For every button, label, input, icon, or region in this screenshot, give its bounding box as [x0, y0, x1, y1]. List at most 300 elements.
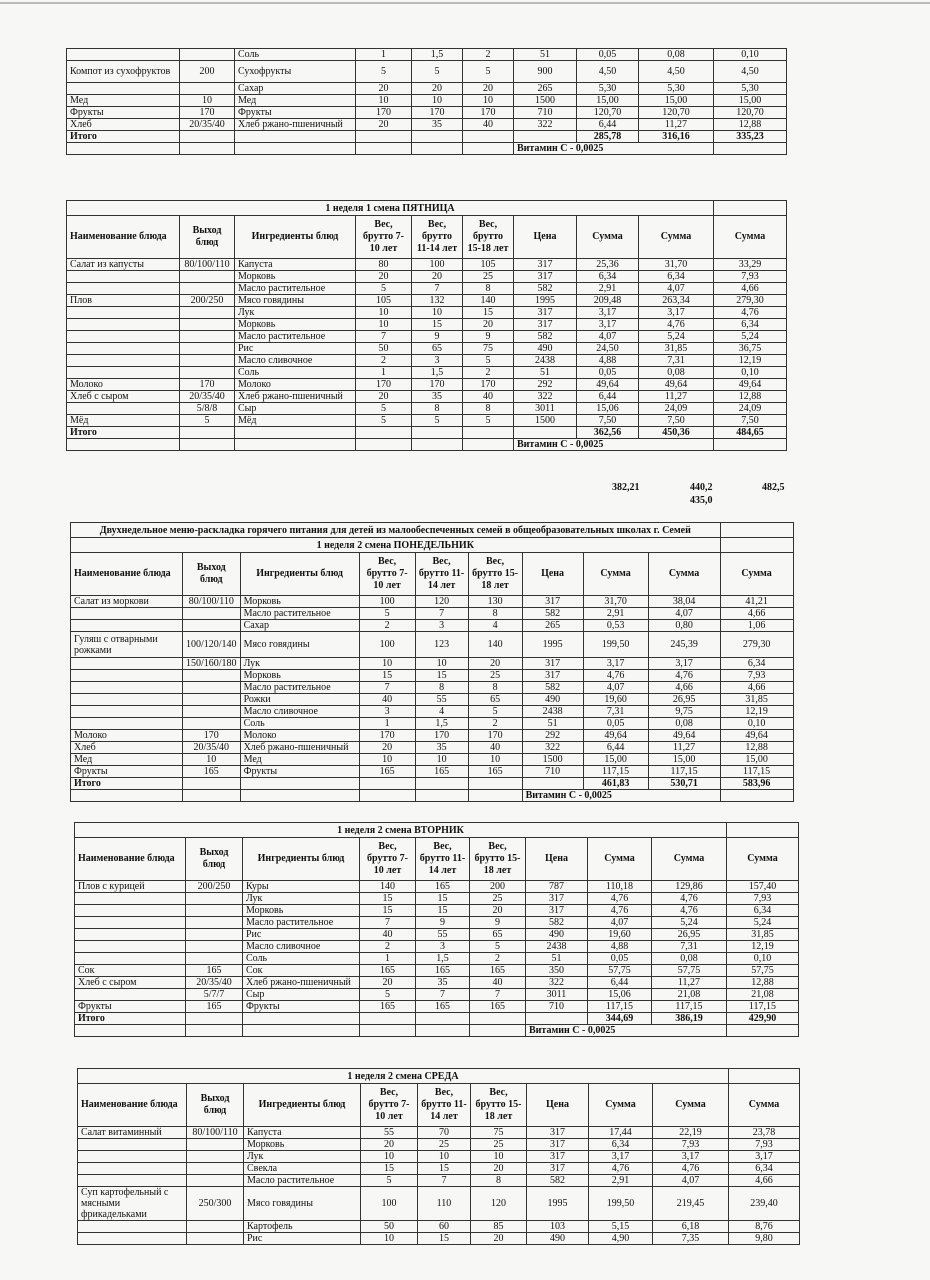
header-sum-15-18: Сумма: [720, 553, 793, 596]
price: 292: [514, 379, 577, 391]
weight-15-18: 9: [463, 331, 514, 343]
dish-yield: 20/35/40: [180, 391, 235, 403]
dish-name: [67, 283, 180, 295]
weight-7-10: 10: [359, 754, 415, 766]
ingredient: Сыр: [235, 403, 356, 415]
weight-15-18: 20: [468, 658, 522, 670]
weight-11-14: 1,5: [416, 953, 470, 965]
sum-11-14: 15,00: [648, 754, 720, 766]
sum-7-10: 4,07: [583, 682, 648, 694]
friday-menu-block: [66, 200, 787, 451]
blank-cell: [180, 427, 235, 439]
header-sum-15-18: Сумма: [729, 1084, 800, 1127]
header-sum-7-10: Сумма: [589, 1084, 653, 1127]
dish-yield: 150/160/180: [183, 658, 241, 670]
weight-7-10: 7: [359, 682, 415, 694]
sum-11-14: 120,70: [639, 107, 714, 119]
sum-7-10: 0,05: [588, 953, 652, 965]
total-sum: 344,69: [588, 1013, 652, 1025]
sum-15-18: 31,85: [720, 694, 793, 706]
sum-11-14: 4,76: [653, 1163, 729, 1175]
sum-15-18: 57,75: [727, 965, 799, 977]
weight-7-10: 15: [360, 905, 416, 917]
dish-name: Плов: [67, 295, 180, 307]
weight-15-18: 140: [463, 295, 514, 307]
sum-15-18: 31,85: [727, 929, 799, 941]
table-row: [67, 283, 787, 295]
sum-7-10: 0,05: [583, 718, 648, 730]
table-row: [67, 331, 787, 343]
vitamin-note: Витамин С - 0,0025: [514, 439, 714, 451]
weight-15-18: 165: [470, 965, 526, 977]
weight-11-14: 165: [416, 1001, 470, 1013]
dish-name: [78, 1233, 187, 1245]
sum-11-14: 5,30: [639, 83, 714, 95]
sum-15-18: 12,19: [714, 355, 787, 367]
price: 317: [526, 905, 588, 917]
weight-11-14: 3: [416, 941, 470, 953]
weight-15-18: 5: [468, 706, 522, 718]
blank-cell: [356, 143, 412, 155]
sum-7-10: 25,36: [577, 259, 639, 271]
sum-15-18: 4,50: [714, 61, 787, 83]
weight-11-14: 123: [415, 632, 468, 658]
sum-7-10: 3,17: [577, 319, 639, 331]
dish-name: Фрукты: [67, 107, 180, 119]
sum-7-10: 110,18: [588, 881, 652, 893]
weight-11-14: 9: [416, 917, 470, 929]
weight-15-18: 20: [463, 319, 514, 331]
price: 582: [514, 331, 577, 343]
table-row: [67, 49, 787, 61]
blank-cell: [412, 439, 463, 451]
blank-cell: [720, 523, 793, 538]
sum-15-18: 23,78: [729, 1127, 800, 1139]
tuesday-menu-block: [74, 822, 799, 1037]
weight-7-10: 165: [360, 1001, 416, 1013]
weight-15-18: 25: [470, 893, 526, 905]
weight-15-18: 8: [471, 1175, 527, 1187]
ingredient: Сок: [243, 965, 360, 977]
dish-yield: [180, 331, 235, 343]
dish-yield: [183, 694, 241, 706]
weight-7-10: 170: [356, 379, 412, 391]
dish-name: [71, 706, 183, 718]
weight-15-18: 65: [468, 694, 522, 706]
dish-name: [67, 83, 180, 95]
weight-11-14: 10: [412, 307, 463, 319]
sum-15-18: 15,00: [714, 95, 787, 107]
vitamin-note: Витамин С - 0,0025: [526, 1025, 727, 1037]
vitamin-row: [67, 439, 787, 451]
total-sum: 530,71: [648, 778, 720, 790]
price: 317: [522, 658, 583, 670]
blank-cell: [356, 427, 412, 439]
sum-11-14: 4,76: [652, 893, 727, 905]
header-weight-15-18: Вес, брутто 15-18 лет: [463, 216, 514, 259]
ingredient: Свекла: [244, 1163, 361, 1175]
menu-table-monday: [70, 522, 794, 802]
total-sum: 450,36: [639, 427, 714, 439]
weight-11-14: 15: [416, 893, 470, 905]
sum-11-14: 4,66: [648, 682, 720, 694]
ingredient: Молоко: [235, 379, 356, 391]
price: 582: [522, 682, 583, 694]
sum-11-14: 0,08: [639, 367, 714, 379]
sum-11-14: 6,34: [639, 271, 714, 283]
sum-11-14: 4,50: [639, 61, 714, 83]
header-sum-11-14: Сумма: [639, 216, 714, 259]
weight-15-18: 9: [470, 917, 526, 929]
weight-11-14: 55: [416, 929, 470, 941]
vitamin-note: Витамин С - 0,0025: [514, 143, 714, 155]
weight-11-14: 25: [418, 1139, 471, 1151]
blank-cell: [412, 143, 463, 155]
sum-7-10: 117,15: [583, 766, 648, 778]
sum-7-10: 4,76: [583, 670, 648, 682]
table-row: [78, 1139, 800, 1151]
price: 265: [522, 620, 583, 632]
sum-15-18: 5,30: [714, 83, 787, 95]
weight-7-10: 3: [359, 706, 415, 718]
dish-yield: 80/100/110: [183, 596, 241, 608]
dish-yield: 10: [180, 95, 235, 107]
sum-15-18: 8,76: [729, 1221, 800, 1233]
dish-yield: 170: [180, 107, 235, 119]
dish-yield: [186, 905, 243, 917]
dish-yield: [180, 343, 235, 355]
weight-15-18: 10: [471, 1151, 527, 1163]
tuesday-title-cell: 1 неделя 2 смена ВТОРНИК: [75, 823, 727, 838]
blank-cell: [243, 1025, 360, 1037]
sum-15-18: 6,34: [720, 658, 793, 670]
dish-name: [78, 1151, 187, 1163]
header-sum-15-18: Сумма: [714, 216, 787, 259]
weight-11-14: 5: [412, 415, 463, 427]
sum-11-14: 4,07: [639, 283, 714, 295]
dish-yield: 80/100/110: [180, 259, 235, 271]
table-row: [71, 754, 794, 766]
table-row: [78, 1221, 800, 1233]
weight-7-10: 20: [356, 391, 412, 403]
ingredient: Куры: [243, 881, 360, 893]
dish-yield: 5/7/7: [186, 989, 243, 1001]
dish-name: [71, 718, 183, 730]
dish-yield: [183, 706, 241, 718]
weight-11-14: 15: [416, 905, 470, 917]
table-row: [71, 694, 794, 706]
dish-yield: 5/8/8: [180, 403, 235, 415]
sum-7-10: 3,17: [577, 307, 639, 319]
sum-7-10: 2,91: [589, 1175, 653, 1187]
tuesday-title: [75, 823, 799, 838]
sum-11-14: 0,08: [652, 953, 727, 965]
price: 710: [526, 1001, 588, 1013]
dish-yield: [187, 1139, 244, 1151]
dish-name: [78, 1163, 187, 1175]
sum-15-18: 7,93: [714, 271, 787, 283]
table-row: [78, 1151, 800, 1163]
blank-cell: [243, 1013, 360, 1025]
dish-yield: [187, 1151, 244, 1163]
weight-7-10: 1: [360, 953, 416, 965]
dish-yield: [180, 271, 235, 283]
ingredient: Мясо говядины: [240, 632, 359, 658]
weight-15-18: 25: [463, 271, 514, 283]
table-row: [67, 83, 787, 95]
table-row: [71, 730, 794, 742]
dish-name: [71, 670, 183, 682]
price: 710: [522, 766, 583, 778]
table-row: [67, 367, 787, 379]
table-row: [67, 271, 787, 283]
price: 787: [526, 881, 588, 893]
header-dish-yield: Выход блюд: [187, 1084, 244, 1127]
price: 51: [514, 367, 577, 379]
weight-15-18: 170: [463, 107, 514, 119]
blank-cell: [75, 1025, 186, 1037]
wednesday-title: [78, 1069, 800, 1084]
weight-11-14: 170: [412, 379, 463, 391]
ingredient: Масло сливочное: [240, 706, 359, 718]
sum-11-14: 26,95: [652, 929, 727, 941]
ingredient: Фрукты: [243, 1001, 360, 1013]
header-dish-name: Наименование блюда: [75, 838, 186, 881]
sum-11-14: 11,27: [639, 391, 714, 403]
dish-name: [75, 929, 186, 941]
table-row: [78, 1163, 800, 1175]
header-dish-yield: Выход блюд: [183, 553, 241, 596]
ingredient: Соль: [240, 718, 359, 730]
sum-7-10: 4,76: [588, 905, 652, 917]
table-row: [71, 596, 794, 608]
sum-15-18: 157,40: [727, 881, 799, 893]
sum-11-14: 4,07: [653, 1175, 729, 1187]
price: 3011: [514, 403, 577, 415]
header-sum-11-14: Сумма: [653, 1084, 729, 1127]
price: 350: [526, 965, 588, 977]
blank-cell: [463, 131, 514, 143]
dish-yield: [180, 319, 235, 331]
blank-cell: [235, 439, 356, 451]
weight-15-18: 5: [463, 355, 514, 367]
ingredient: Морковь: [244, 1139, 361, 1151]
table-row: [75, 929, 799, 941]
sum-15-18: 6,34: [714, 319, 787, 331]
sum-15-18: 12,88: [720, 742, 793, 754]
sum-15-18: 6,34: [729, 1163, 800, 1175]
weight-11-14: 1,5: [412, 49, 463, 61]
blank-cell: [356, 439, 412, 451]
weight-11-14: 165: [416, 965, 470, 977]
weight-11-14: 55: [415, 694, 468, 706]
sum-7-10: 7,31: [583, 706, 648, 718]
sum-15-18: 239,40: [729, 1187, 800, 1221]
sum-11-14: 3,17: [639, 307, 714, 319]
weight-15-18: 25: [468, 670, 522, 682]
dish-name: Гуляш с отварными рожками: [71, 632, 183, 658]
price: 490: [522, 694, 583, 706]
weight-15-18: 20: [463, 83, 514, 95]
sum-11-14: 7,35: [653, 1233, 729, 1245]
price: 490: [514, 343, 577, 355]
blank-cell: [360, 1025, 416, 1037]
price: 317: [527, 1139, 589, 1151]
weight-7-10: 10: [356, 307, 412, 319]
weight-7-10: 7: [360, 917, 416, 929]
weight-15-18: 140: [468, 632, 522, 658]
sum-15-18: 5,24: [727, 917, 799, 929]
header-weight-7-10: Вес, брутто 7-10 лет: [361, 1084, 418, 1127]
dish-name: [71, 658, 183, 670]
price: 1500: [522, 754, 583, 766]
weight-15-18: 25: [471, 1139, 527, 1151]
dish-yield: 10: [183, 754, 241, 766]
weight-15-18: 120: [471, 1187, 527, 1221]
sum-15-18: 279,30: [714, 295, 787, 307]
price: 2438: [522, 706, 583, 718]
table-row: [67, 107, 787, 119]
sum-7-10: 57,75: [588, 965, 652, 977]
sum-11-14: 0,80: [648, 620, 720, 632]
blank-cell: [720, 790, 793, 802]
blank-cell: [714, 439, 787, 451]
header-weight-11-14: Вес, брутто 11-14 лет: [416, 838, 470, 881]
sum-15-18: 4,66: [714, 283, 787, 295]
ingredient: Молоко: [240, 730, 359, 742]
weight-11-14: 7: [418, 1175, 471, 1187]
blank-cell: [71, 790, 183, 802]
weight-7-10: 20: [356, 83, 412, 95]
sum-15-18: 0,10: [714, 49, 787, 61]
weight-11-14: 8: [415, 682, 468, 694]
weight-11-14: 70: [418, 1127, 471, 1139]
ingredient: Сухофрукты: [235, 61, 356, 83]
sum-7-10: 7,50: [577, 415, 639, 427]
sum-15-18: 49,64: [714, 379, 787, 391]
blank-cell: [240, 790, 359, 802]
table-row: [78, 1233, 800, 1245]
dish-yield: 165: [186, 1001, 243, 1013]
sum-11-14: 3,17: [653, 1151, 729, 1163]
weight-15-18: 7: [470, 989, 526, 1001]
weight-11-14: 1,5: [412, 367, 463, 379]
ingredient: Мед: [235, 95, 356, 107]
ingredient: Масло растительное: [240, 608, 359, 620]
blank-cell: [183, 778, 241, 790]
blank-cell: [729, 1069, 800, 1084]
sum-11-14: 129,86: [652, 881, 727, 893]
ingredient: Соль: [243, 953, 360, 965]
sum-7-10: 4,76: [588, 893, 652, 905]
dish-yield: [183, 718, 241, 730]
total-row: [71, 778, 794, 790]
total-label: Итого: [67, 131, 180, 143]
table-row: [75, 917, 799, 929]
dish-name: [78, 1221, 187, 1233]
dish-name: [75, 953, 186, 965]
ingredient: Соль: [235, 49, 356, 61]
sum-15-18: 12,88: [727, 977, 799, 989]
extra-sum-1: 382,21: [612, 482, 640, 493]
price: 1995: [522, 632, 583, 658]
blank-cell: [727, 1025, 799, 1037]
sum-11-14: 5,24: [639, 331, 714, 343]
weight-15-18: 75: [471, 1127, 527, 1139]
ingredient: Фрукты: [240, 766, 359, 778]
menu-table-continuation: [66, 48, 787, 155]
header-weight-15-18: Вес, брутто 15-18 лет: [468, 553, 522, 596]
price: 710: [514, 107, 577, 119]
sum-11-14: 245,39: [648, 632, 720, 658]
weight-11-14: 60: [418, 1221, 471, 1233]
table-row: [67, 95, 787, 107]
sum-11-14: 22,19: [653, 1127, 729, 1139]
header-weight-7-10: Вес, брутто 7-10 лет: [359, 553, 415, 596]
total-sum: 316,16: [639, 131, 714, 143]
price: 1500: [514, 415, 577, 427]
weight-7-10: 5: [356, 403, 412, 415]
dish-name: [78, 1175, 187, 1187]
header-ingredient: Ингредиенты блюд: [244, 1084, 361, 1127]
sum-11-14: 7,93: [653, 1139, 729, 1151]
dish-name: Молоко: [71, 730, 183, 742]
weight-15-18: 40: [463, 391, 514, 403]
weight-11-14: 10: [415, 658, 468, 670]
column-header-row: [75, 838, 799, 881]
sum-7-10: 120,70: [577, 107, 639, 119]
sum-11-14: 4,76: [648, 670, 720, 682]
blank-cell: [186, 1025, 243, 1037]
ingredient: Мясо говядины: [235, 295, 356, 307]
blank-cell: [470, 1013, 526, 1025]
dish-yield: [183, 682, 241, 694]
ingredient: Морковь: [240, 670, 359, 682]
ingredient: Рис: [235, 343, 356, 355]
table-row: [78, 1175, 800, 1187]
sum-11-14: 6,18: [653, 1221, 729, 1233]
sum-11-14: 24,09: [639, 403, 714, 415]
weight-15-18: 85: [471, 1221, 527, 1233]
blank-cell: [468, 790, 522, 802]
price: 265: [514, 83, 577, 95]
document-title: Двухнедельное меню-раскладка горячего питания для детей из малообеспеченных семей в общеобразовательных школах г. Семей: [71, 523, 721, 538]
dish-name: [67, 343, 180, 355]
sum-15-18: 7,93: [729, 1139, 800, 1151]
sum-15-18: 36,75: [714, 343, 787, 355]
weight-15-18: 130: [468, 596, 522, 608]
sum-7-10: 3,17: [589, 1151, 653, 1163]
weight-7-10: 20: [359, 742, 415, 754]
vitamin-row: [75, 1025, 799, 1037]
weight-15-18: 8: [468, 682, 522, 694]
table-row: [75, 881, 799, 893]
dish-name: Плов с курицей: [75, 881, 186, 893]
weight-7-10: 5: [356, 415, 412, 427]
blank-cell: [415, 790, 468, 802]
sum-7-10: 4,90: [589, 1233, 653, 1245]
sum-15-18: 33,29: [714, 259, 787, 271]
sum-15-18: 3,17: [729, 1151, 800, 1163]
dish-yield: [186, 953, 243, 965]
sum-15-18: 4,76: [714, 307, 787, 319]
sum-15-18: 4,66: [720, 608, 793, 620]
ingredient: Лук: [243, 893, 360, 905]
continuation-table-block: [66, 48, 787, 155]
blank-cell: [412, 427, 463, 439]
sum-11-14: 117,15: [652, 1001, 727, 1013]
sum-15-18: 6,34: [727, 905, 799, 917]
